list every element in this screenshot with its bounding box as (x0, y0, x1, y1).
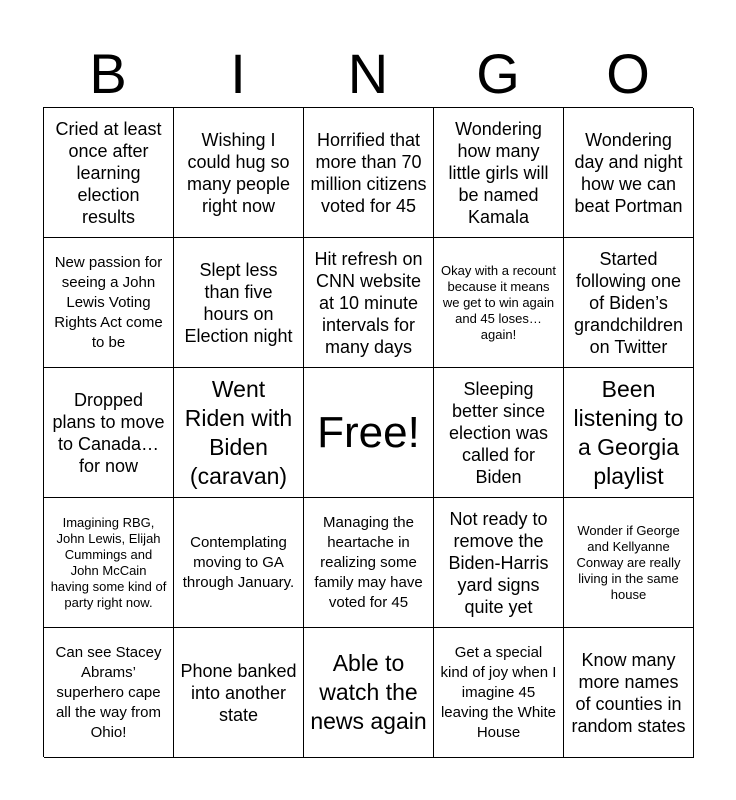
bingo-cell-text: Wondering how many little girls will be named Kamala (448, 118, 549, 227)
bingo-cell[interactable] (564, 368, 694, 498)
bingo-cell[interactable] (434, 238, 564, 368)
free-space-cell[interactable] (304, 368, 434, 498)
bingo-cell[interactable] (304, 108, 434, 238)
bingo-cell-text: Imagining RBG, John Lewis, Elijah Cummings and John McCain having some kind of party right now. (50, 514, 167, 610)
bingo-cell-text: Wonder if George and Kellyanne Conway are really living in the same house (576, 522, 681, 602)
bingo-cell-text: Hit refresh on CNN website at 10 minute intervals for many days (314, 248, 423, 357)
header-letter-g: G (476, 42, 520, 105)
header-letter-i: I (230, 42, 246, 105)
header-letter-n: N (347, 42, 389, 105)
bingo-cell[interactable] (174, 498, 304, 628)
bingo-cell-text: Sleeping better since election was called for Biden (448, 378, 549, 487)
bingo-cell[interactable] (44, 238, 174, 368)
bingo-cell-text: Been listening to a Georgia playlist (573, 375, 684, 489)
bingo-cell[interactable] (174, 238, 304, 368)
bingo-cell-text: Phone banked into another state (180, 660, 297, 725)
bingo-cell[interactable] (304, 628, 434, 758)
bingo-cell[interactable] (434, 498, 564, 628)
bingo-cell[interactable] (174, 628, 304, 758)
bingo-cell[interactable] (564, 498, 694, 628)
bingo-cell[interactable] (44, 108, 174, 238)
bingo-cell[interactable] (44, 628, 174, 758)
bingo-cell[interactable] (174, 108, 304, 238)
header-letter-b: B (89, 42, 127, 105)
bingo-cell-text: Horrified that more than 70 million citizens voted for 45 (310, 129, 427, 216)
bingo-cell[interactable] (434, 368, 564, 498)
bingo-cell[interactable] (44, 498, 174, 628)
bingo-cell[interactable] (174, 368, 304, 498)
bingo-grid (43, 107, 693, 757)
bingo-cell-text: Started following one of Biden’s grandchildren on Twitter (573, 248, 684, 357)
bingo-cell-text: Went Riden with Biden (caravan) (184, 375, 293, 489)
bingo-cell-text: Know many more names of counties in random states (571, 649, 686, 736)
bingo-cell[interactable] (304, 238, 434, 368)
bingo-cell-text: Okay with a recount because it means we get to win again and 45 loses…again! (441, 262, 556, 342)
bingo-cell-text: Slept less than five hours on Election night (184, 259, 293, 346)
bingo-cell-text: Not ready to remove the Biden-Harris yard signs quite yet (448, 508, 549, 617)
bingo-cell-text: Able to watch the news again (310, 650, 427, 734)
free-space-text: Free! (317, 407, 420, 457)
bingo-cell-text: Cried at least once after learning election results (55, 118, 162, 227)
bingo-cell[interactable] (304, 498, 434, 628)
bingo-cell-text: New passion for seeing a John Lewis Voting Rights Act come to be (54, 253, 163, 351)
header-letter-o: O (606, 42, 650, 105)
bingo-cell-text: Get a special kind of joy when I imagine 45 leaving the White House (440, 643, 557, 741)
bingo-cell[interactable] (564, 108, 694, 238)
bingo-cell-text: Dropped plans to move to Canada…for now (52, 389, 165, 476)
bingo-cell[interactable] (564, 238, 694, 368)
bingo-cell[interactable] (564, 628, 694, 758)
bingo-cell-text: Can see Stacey Abrams’ superhero cape all the way from Ohio! (55, 643, 162, 741)
bingo-cell-text: Contemplating moving to GA through January. (182, 533, 295, 591)
bingo-cell[interactable] (434, 628, 564, 758)
bingo-cell-text: Wishing I could hug so many people right now (186, 129, 291, 216)
bingo-cell[interactable] (44, 368, 174, 498)
bingo-cell-text: Managing the heartache in realizing some family may have voted for 45 (314, 513, 423, 611)
bingo-cell[interactable] (434, 108, 564, 238)
bingo-header (43, 40, 693, 108)
bingo-cell-text: Wondering day and night how we can beat Portman (574, 129, 683, 216)
